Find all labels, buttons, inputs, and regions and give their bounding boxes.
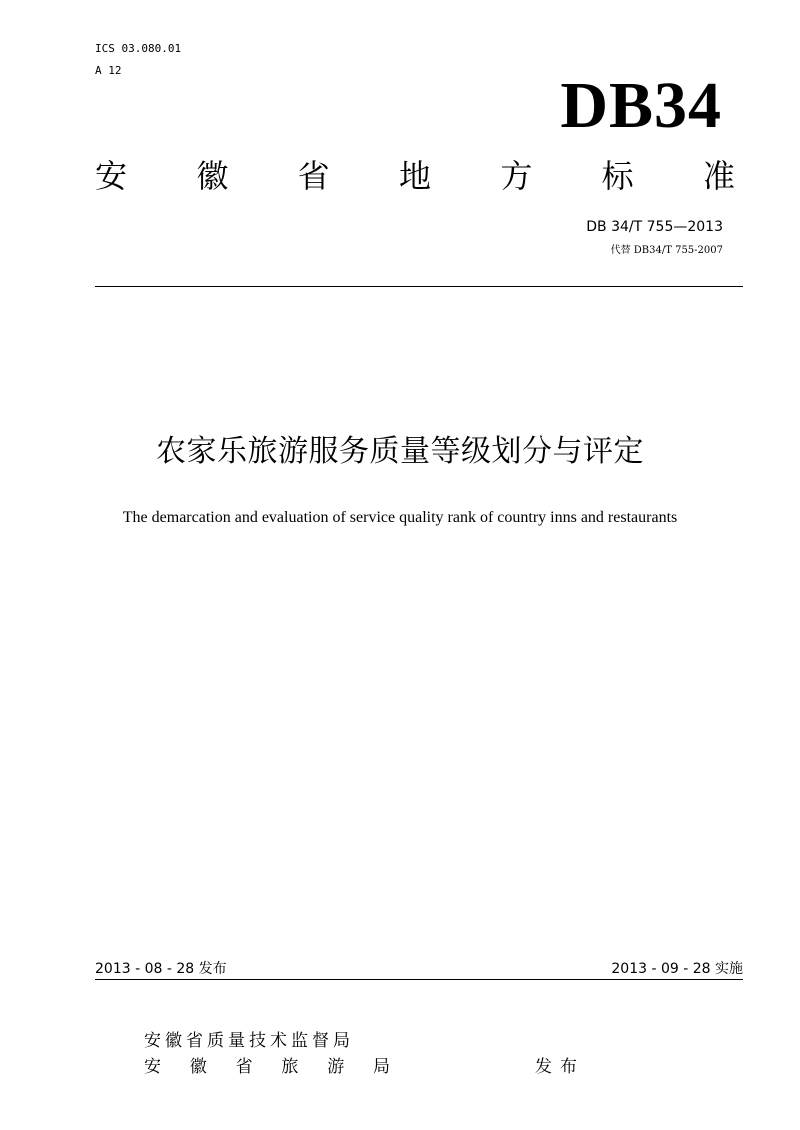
standard-type-char: 标 [601, 157, 634, 195]
issuer-char: 省 [235, 1057, 253, 1077]
replaces-standard: 代替 DB34/T 755-2007 [610, 245, 723, 256]
issue-label: 发布 [535, 1057, 585, 1077]
standard-number: DB 34/T 755—2013 [586, 219, 723, 235]
issuer-quality-bureau: 安徽省质量技术监督局 [144, 1031, 354, 1051]
footer-divider [95, 979, 743, 980]
chinese-title: 农家乐旅游服务质量等级划分与评定 [156, 434, 644, 469]
standard-type-title [95, 156, 735, 196]
implement-date: 2013 - 09 - 28 实施 [611, 961, 743, 977]
issuer-char: 游 [327, 1057, 345, 1077]
db34-logo: DB34 [560, 69, 722, 142]
classification-code: A 12 [95, 64, 122, 77]
ics-code: ICS 03.080.01 [95, 42, 182, 55]
issuer-char: 旅 [281, 1057, 299, 1077]
standard-type-char: 方 [500, 157, 533, 195]
header-divider [95, 286, 743, 287]
standard-type-char: 徽 [196, 157, 229, 195]
standard-type-char: 省 [297, 157, 330, 195]
standard-type-char: 地 [398, 157, 431, 195]
issuer-tourism-bureau [144, 1056, 390, 1078]
standard-type-char: 安 [95, 157, 128, 195]
english-title: The demarcation and evaluation of service quality rank of country inns and restaurants [122, 509, 678, 526]
standard-type-char: 准 [702, 157, 735, 195]
issuer-char: 安 [144, 1057, 161, 1077]
issuer-char: 徽 [189, 1057, 207, 1077]
issuer-char: 局 [372, 1057, 390, 1077]
publish-date: 2013 - 08 - 28 发布 [95, 961, 227, 977]
